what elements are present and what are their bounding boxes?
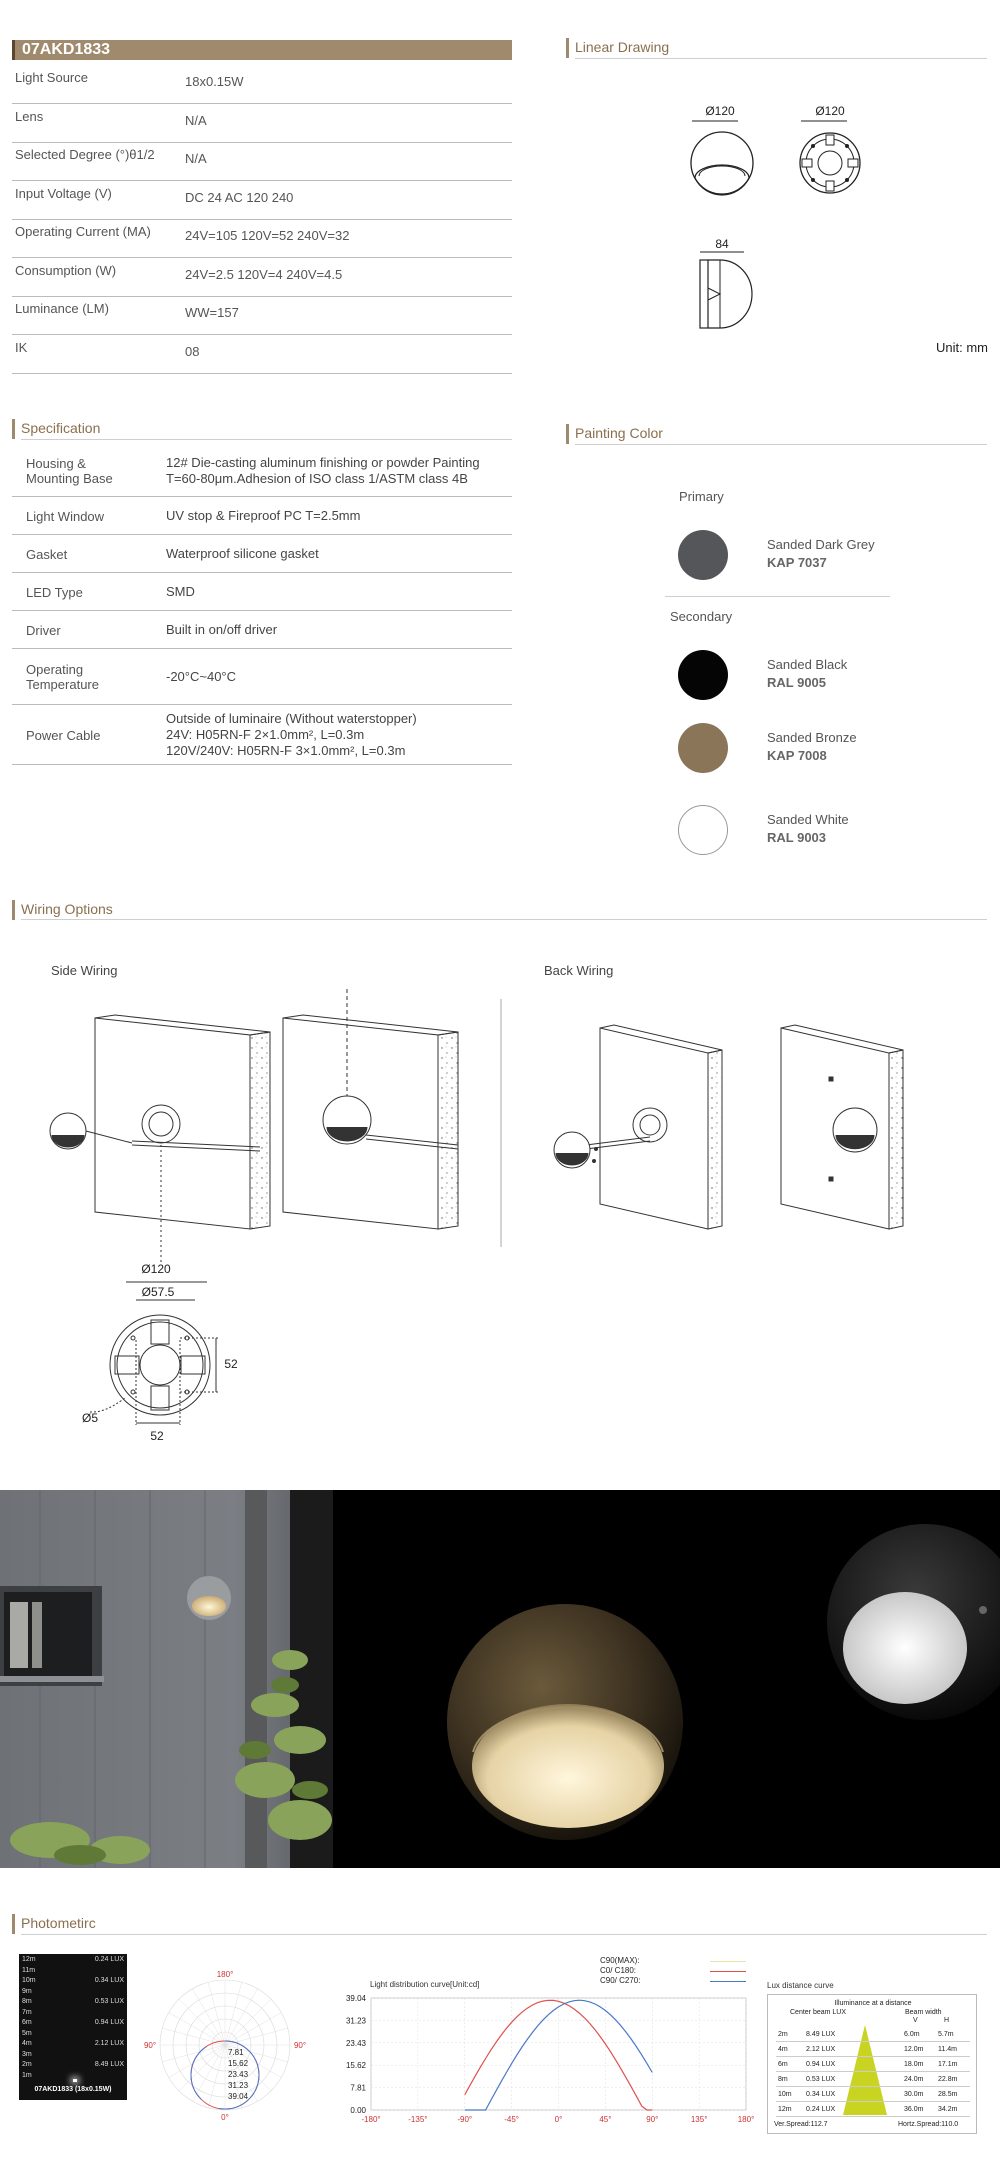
polar-ring-label: 23.43 bbox=[228, 2070, 249, 2079]
secondary-label: Secondary bbox=[670, 609, 733, 624]
swatch-bronze bbox=[678, 723, 728, 773]
lux-distance-cell-d: 10m bbox=[778, 2091, 792, 2098]
attribute-row bbox=[12, 143, 512, 181]
back-diameter-label: Ø120 bbox=[815, 104, 845, 118]
attribute-value: 18x0.15W bbox=[185, 74, 244, 89]
curve-legend-item bbox=[600, 1966, 750, 1975]
attribute-value: 08 bbox=[185, 343, 200, 359]
lux-value-label: 0.34 LUX bbox=[94, 1977, 124, 1984]
lux-distance-cell-lux: 0.34 LUX bbox=[806, 2091, 836, 2098]
side-wiring-panel-1 bbox=[50, 1015, 270, 1263]
lux-col-center: Center beam LUX bbox=[790, 2009, 847, 2016]
lux-col-h: H bbox=[944, 2017, 950, 2024]
lux-row-label: 10m bbox=[22, 1977, 36, 1984]
spec-label bbox=[26, 456, 113, 486]
spec-label-line: Driver bbox=[26, 622, 61, 638]
spec-value-line: Waterproof silicone gasket bbox=[166, 546, 319, 561]
curve-legend-swatch bbox=[710, 1971, 746, 1972]
lux-distance-cell-lux: 0.53 LUX bbox=[806, 2076, 836, 2083]
primary-label: Primary bbox=[679, 489, 724, 504]
lux-row-label: 11m bbox=[22, 1966, 36, 1974]
spec-label bbox=[26, 509, 104, 524]
wiring-options-title: Wiring Options bbox=[12, 900, 113, 920]
hor-spread: Hortz.Spread:110.0 bbox=[898, 2121, 959, 2128]
curve-xtick: 180° bbox=[737, 2115, 755, 2124]
lux-col-v: V bbox=[913, 2017, 918, 2024]
curve-legend-swatch bbox=[710, 1961, 746, 1962]
polar-ring-label: 31.23 bbox=[228, 2081, 249, 2090]
lux-value-label: 2.12 LUX bbox=[94, 2040, 124, 2047]
swatch-black bbox=[678, 650, 728, 700]
lux-distance-row bbox=[776, 2057, 970, 2072]
mounting-base-dimension-drawing bbox=[90, 1282, 218, 1425]
linear-drawing-svg bbox=[680, 118, 880, 338]
polar-ring-label: 39.04 bbox=[228, 2092, 249, 2101]
spec-value-line: 12# Die-casting aluminum finishing or powder Painting bbox=[166, 455, 480, 470]
lux-row-label: 1m bbox=[22, 2071, 32, 2079]
specification-title: Specification bbox=[12, 419, 100, 439]
attribute-value: 24V=105 120V=52 240V=32 bbox=[185, 228, 350, 243]
spec-value-line: SMD bbox=[166, 584, 195, 599]
attribute-row bbox=[12, 220, 512, 258]
lux-source-dot bbox=[73, 2079, 77, 2082]
spec-row bbox=[12, 611, 512, 649]
attribute-label: Consumption (W) bbox=[15, 262, 117, 278]
lux-distance-row bbox=[776, 2042, 970, 2057]
curve-xtick: 90° bbox=[646, 2115, 659, 2124]
spec-label-line: Temperature bbox=[26, 677, 99, 692]
spec-value bbox=[166, 508, 360, 524]
lux-row-label: 5m bbox=[22, 2029, 32, 2037]
lux-distance-row bbox=[776, 2102, 970, 2117]
spec-value bbox=[166, 622, 277, 638]
lux-distance-title: Lux distance curve bbox=[767, 1981, 834, 1990]
linear-drawing-divider bbox=[575, 58, 987, 59]
spec-label bbox=[26, 623, 61, 638]
spec-row bbox=[12, 573, 512, 611]
attribute-value: 24V=2.5 120V=4 240V=4.5 bbox=[185, 266, 343, 282]
back-wiring-label: Back Wiring bbox=[544, 963, 614, 978]
closeup-photo-illustration bbox=[333, 1490, 1000, 1868]
lux-panel-caption: 07AKD1833 (18x0.15W) bbox=[34, 2086, 112, 2093]
attribute-value: N/A bbox=[185, 112, 207, 128]
spec-label-line: Power Cable bbox=[26, 727, 101, 743]
wiring-options-divider bbox=[21, 919, 987, 920]
product-closeup-photo bbox=[333, 1490, 1000, 1868]
front-view-drawing bbox=[691, 132, 753, 195]
lux-value-label: 0.53 LUX bbox=[94, 1998, 124, 2005]
lux-row-label: 12m bbox=[22, 1956, 36, 1963]
curve-legend-label: C0/ C180: bbox=[600, 1966, 637, 1975]
curve-xtick: -135° bbox=[408, 2115, 428, 2124]
lux-distance-cell-h: 34.2m bbox=[938, 2106, 958, 2113]
spec-row bbox=[12, 649, 512, 705]
attribute-label: Light Source bbox=[15, 70, 88, 85]
lux-value-label: 0.94 LUX bbox=[94, 2019, 124, 2026]
lux-distance-cell-h: 28.5m bbox=[938, 2091, 958, 2098]
lux-distance-row bbox=[776, 2072, 970, 2087]
photometric-title: Photometirc bbox=[12, 1914, 96, 1934]
attribute-label: Input Voltage (V) bbox=[15, 185, 112, 201]
spec-label bbox=[26, 547, 67, 562]
white-color-name: Sanded White RAL 9003 bbox=[767, 812, 849, 845]
spec-value-line: 24V: H05RN-F 2×1.0mm², L=0.3m bbox=[166, 727, 365, 742]
lux-row-label: 6m bbox=[22, 2019, 32, 2026]
attribute-value: WW=157 bbox=[185, 305, 239, 320]
polar-ring-label: 15.62 bbox=[228, 2059, 249, 2068]
curve-legend-swatch bbox=[710, 1981, 746, 1982]
dim-outer-label: Ø120 bbox=[141, 1262, 171, 1276]
lux-distance-cell-lux: 2.12 LUX bbox=[806, 2046, 836, 2053]
spec-value-line: Outside of luminaire (Without waterstopper) bbox=[166, 711, 417, 726]
spec-value bbox=[166, 584, 195, 600]
attribute-label: Lens bbox=[15, 108, 44, 124]
attribute-row bbox=[12, 105, 512, 143]
bronze-color-name: Sanded Bronze KAP 7008 bbox=[767, 730, 857, 763]
product-code: 07AKD1833 bbox=[12, 40, 512, 60]
back-view-drawing bbox=[800, 133, 860, 193]
side-wiring-label: Side Wiring bbox=[51, 963, 118, 978]
primary-secondary-divider bbox=[665, 596, 890, 597]
spec-label-line: Housing & bbox=[26, 456, 86, 471]
back-wiring-panel-2 bbox=[781, 1025, 903, 1229]
spec-value-line: -20°C~40°C bbox=[166, 669, 237, 684]
spec-value bbox=[166, 546, 319, 562]
curve-legend-label: C90(MAX): bbox=[600, 1956, 640, 1965]
lux-distance-cell-v: 36.0m bbox=[904, 2106, 924, 2113]
distribution-curve-chart bbox=[326, 1990, 756, 2140]
spec-label-line: Gasket bbox=[26, 546, 68, 562]
curve-ytick: 15.62 bbox=[345, 2061, 366, 2071]
lux-row-label: 8m bbox=[22, 1998, 32, 2005]
attribute-label: Selected Degree (°)θ1/2 bbox=[15, 147, 155, 162]
curve-ytick: 0.00 bbox=[350, 2106, 366, 2115]
curve-ytick: 7.81 bbox=[350, 2083, 366, 2093]
specification-divider bbox=[21, 439, 512, 440]
polar-ring-label: 7.81 bbox=[228, 2048, 244, 2057]
lux-value-label: 0.24 LUX bbox=[94, 1956, 124, 1963]
spec-value-line: T=60-80μm.Adhesion of ISO class 1/ASTM class 4B bbox=[166, 471, 468, 486]
attribute-value: DC 24 AC 120 240 bbox=[185, 189, 294, 205]
swatch-primary bbox=[678, 530, 728, 580]
lux-distribution-panel bbox=[19, 1954, 127, 2100]
curve-legend-item bbox=[600, 1956, 750, 1965]
wiring-drawings-svg bbox=[40, 985, 960, 1445]
lux-row-label: 9m bbox=[22, 1987, 32, 1995]
painting-color-title: Painting Color bbox=[566, 424, 663, 444]
spec-row bbox=[12, 535, 512, 573]
polar-angle-bottom: 0° bbox=[221, 2113, 229, 2122]
spec-value-line: 120V/240V: H05RN-F 3×1.0mm², L=0.3m bbox=[166, 743, 406, 758]
lux-distance-row bbox=[776, 2027, 970, 2042]
spec-value bbox=[166, 711, 417, 759]
lux-distance-cell-h: 22.8m bbox=[938, 2076, 958, 2083]
lux-distance-cell-h: 11.4m bbox=[938, 2046, 957, 2053]
dim-bottom-label: 52 bbox=[150, 1429, 164, 1443]
attribute-row bbox=[12, 66, 512, 104]
spec-row bbox=[12, 705, 512, 765]
spec-row bbox=[12, 497, 512, 535]
curve-xtick: -90° bbox=[457, 2115, 473, 2124]
product-installed-photo bbox=[0, 1490, 333, 1868]
lux-distance-cell-v: 30.0m bbox=[904, 2091, 924, 2098]
spec-label-line: Mounting Base bbox=[26, 471, 113, 486]
attribute-row bbox=[12, 336, 512, 374]
spec-label-line: Light Window bbox=[26, 508, 105, 524]
curve-ytick: 23.43 bbox=[345, 2038, 366, 2048]
polar-distribution-chart bbox=[130, 1960, 320, 2130]
spec-value-line: Built in on/off driver bbox=[166, 622, 278, 637]
lux-distance-cell-v: 6.0m bbox=[904, 2031, 920, 2038]
lux-col-beam: Beam width bbox=[905, 2009, 942, 2016]
dim-right-label: 52 bbox=[224, 1357, 238, 1371]
lux-distance-cell-d: 8m bbox=[778, 2076, 788, 2083]
lux-row-label: 2m bbox=[22, 2061, 32, 2068]
curve-xtick: -45° bbox=[504, 2115, 520, 2124]
lux-distance-cell-v: 24.0m bbox=[904, 2076, 924, 2083]
lux-distance-cell-lux: 8.49 LUX bbox=[806, 2031, 836, 2038]
curve-ytick: 39.04 bbox=[345, 1994, 366, 2003]
primary-color-name: Sanded Dark Grey KAP 7037 bbox=[767, 537, 875, 570]
lux-distance-box bbox=[767, 1994, 977, 2134]
side-depth-label: 84 bbox=[715, 237, 729, 251]
curve-legend-item bbox=[600, 1976, 750, 1985]
polar-angle-right: 90° bbox=[293, 2041, 307, 2050]
lux-row-label: 3m bbox=[22, 2050, 32, 2058]
lux-distance-cell-d: 6m bbox=[778, 2061, 788, 2068]
curve-xtick: 135° bbox=[690, 2115, 708, 2124]
painting-color-divider bbox=[575, 444, 987, 445]
dim-inner-label: Ø57.5 bbox=[141, 1285, 175, 1299]
lux-distance-cell-d: 4m bbox=[778, 2046, 788, 2053]
attribute-label: Luminance (LM) bbox=[15, 301, 109, 316]
attribute-row bbox=[12, 182, 512, 220]
ver-spread: Ver.Spread:112.7 bbox=[774, 2121, 828, 2128]
unit-label: Unit: mm bbox=[936, 340, 988, 355]
attribute-row bbox=[12, 259, 512, 297]
spec-row bbox=[12, 445, 512, 497]
spec-value-line: UV stop & Fireproof PC T=2.5mm bbox=[166, 508, 361, 523]
curve-ytick: 31.23 bbox=[345, 2016, 366, 2026]
lux-distance-cell-h: 17.1m bbox=[938, 2061, 958, 2068]
back-wiring-panel-1 bbox=[554, 1025, 722, 1229]
spec-label-line: LED Type bbox=[26, 584, 83, 600]
polar-angle-left: 90° bbox=[143, 2041, 157, 2050]
installed-photo-illustration bbox=[0, 1490, 333, 1868]
lux-distance-cell-v: 12.0m bbox=[904, 2046, 924, 2053]
lux-box-title: Illuminance at a distance bbox=[834, 2000, 912, 2007]
lux-distance-cell-lux: 0.94 LUX bbox=[806, 2061, 836, 2068]
curve-xtick: 0° bbox=[554, 2115, 563, 2124]
curve-xtick: 45° bbox=[599, 2115, 612, 2124]
spec-value bbox=[166, 455, 480, 487]
side-wiring-panel-2 bbox=[283, 989, 458, 1229]
spec-label bbox=[26, 585, 83, 600]
lux-distance-cell-h: 5.7m bbox=[938, 2031, 954, 2038]
lux-distance-cell-v: 18.0m bbox=[904, 2061, 924, 2068]
lux-value-label: 8.49 LUX bbox=[94, 2061, 124, 2068]
linear-drawing-title: Linear Drawing bbox=[566, 38, 669, 58]
lux-row-label: 4m bbox=[22, 2040, 32, 2047]
attribute-row bbox=[12, 297, 512, 335]
curve-legend-label: C90/ C270: bbox=[600, 1976, 641, 1985]
spec-label bbox=[26, 728, 100, 743]
attribute-value: N/A bbox=[185, 151, 207, 166]
dim-hole-label: Ø5 bbox=[81, 1411, 98, 1425]
lux-distance-cell-d: 12m bbox=[778, 2106, 792, 2113]
lux-distance-row bbox=[776, 2087, 970, 2102]
spec-label-line: Operating bbox=[26, 662, 84, 677]
front-diameter-label: Ø120 bbox=[705, 104, 735, 118]
lux-row-label: 7m bbox=[22, 2008, 32, 2016]
swatch-white bbox=[678, 805, 728, 855]
lux-distance-cell-lux: 0.24 LUX bbox=[806, 2106, 836, 2113]
attribute-label: Operating Current (MA) bbox=[15, 224, 151, 239]
curve-xtick: -180° bbox=[361, 2115, 381, 2124]
spec-value bbox=[166, 669, 236, 685]
lux-distance-cell-d: 2m bbox=[778, 2031, 788, 2038]
spec-label bbox=[26, 662, 99, 692]
side-view-drawing bbox=[700, 260, 752, 328]
curve-title: Light distribution curve[Unit:cd] bbox=[370, 1980, 480, 1989]
polar-angle-top: 180° bbox=[216, 1970, 234, 1979]
black-color-name: Sanded Black RAL 9005 bbox=[767, 657, 848, 690]
photometric-divider bbox=[21, 1934, 987, 1935]
attribute-label: IK bbox=[15, 339, 28, 355]
